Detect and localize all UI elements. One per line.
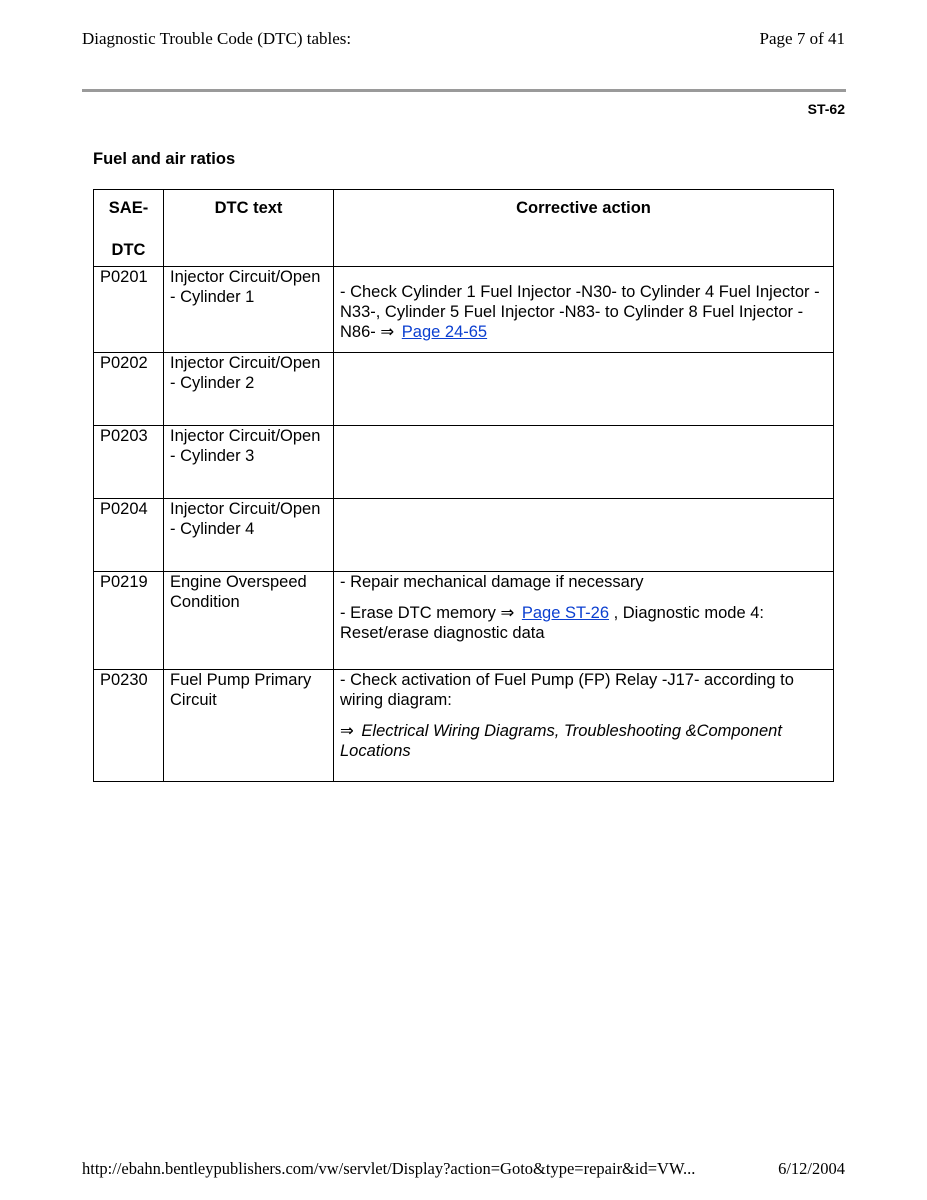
header-sae-dtc: [94, 190, 164, 267]
dtc-text: Injector Circuit/Open - Cylinder 1: [164, 267, 334, 353]
table-header-row: [94, 190, 834, 267]
action-text: - Check Cylinder 1 Fuel Injector -N30- to Cylinder 4 Fuel Injector -N33-, Cylinder 5 Fuel Injector -N83- to Cylinder 8 Fuel Injector -N86-: [340, 283, 820, 341]
dtc-code: P0203: [94, 426, 164, 499]
dtc-text: Injector Circuit/Open - Cylinder 3: [164, 426, 334, 499]
action-paragraph: [340, 721, 827, 761]
action-paragraph: - Check activation of Fuel Pump (FP) Relay -J17- according to wiring diagram:: [340, 671, 794, 709]
table-row: [94, 267, 834, 353]
dtc-text: Injector Circuit/Open - Cylinder 2: [164, 353, 334, 426]
action-text: - Erase DTC memory: [340, 604, 501, 622]
action-paragraph: [340, 603, 827, 643]
table-row: [94, 426, 834, 499]
dtc-code: P0230: [94, 670, 164, 782]
table-row: [94, 353, 834, 426]
table-row: [94, 572, 834, 670]
corrective-action: [334, 267, 834, 353]
header-dtc-text: DTC text: [164, 190, 334, 267]
page-link[interactable]: Page ST-26: [521, 604, 609, 622]
section-code: ST-62: [807, 101, 845, 117]
section-title: Fuel and air ratios: [93, 150, 236, 168]
corrective-action: [334, 353, 834, 426]
table-row: [94, 670, 834, 782]
header-sae-label: SAE-: [108, 199, 149, 217]
footer-url: http://ebahn.bentleypublishers.com/vw/servlet/Display?action=Goto&type=repair&id=VW...: [82, 1159, 696, 1178]
page-number: Page 7 of 41: [759, 29, 845, 48]
dtc-table: [93, 189, 834, 782]
corrective-action: [334, 572, 834, 670]
dtc-code: P0219: [94, 572, 164, 670]
header-dtc-label: DTC: [111, 241, 146, 259]
arrow-icon: ⇒: [340, 722, 354, 740]
header-corrective-action: Corrective action: [334, 190, 834, 267]
page-link[interactable]: Page 24-65: [401, 323, 488, 341]
action-paragraph: [340, 282, 827, 342]
dtc-code: P0201: [94, 267, 164, 353]
arrow-icon: ⇒: [380, 323, 395, 341]
dtc-code: P0202: [94, 353, 164, 426]
dtc-text: Engine Overspeed Condition: [164, 572, 334, 670]
dtc-code: P0204: [94, 499, 164, 572]
action-text: , Diagnostic mode 4: Reset/erase diagnostic data: [340, 604, 764, 642]
action-paragraph: - Repair mechanical damage if necessary: [340, 573, 644, 591]
corrective-action: [334, 670, 834, 782]
corrective-action: [334, 426, 834, 499]
wiring-reference: Electrical Wiring Diagrams, Troubleshooting &Component Locations: [340, 722, 782, 760]
table-row: [94, 499, 834, 572]
footer-date: 6/12/2004: [778, 1159, 845, 1178]
corrective-action: [334, 499, 834, 572]
header-title: Diagnostic Trouble Code (DTC) tables:: [82, 29, 352, 48]
arrow-icon: ⇒: [500, 604, 515, 622]
dtc-text: Fuel Pump Primary Circuit: [164, 670, 334, 782]
dtc-text: Injector Circuit/Open - Cylinder 4: [164, 499, 334, 572]
header-divider: [82, 89, 846, 92]
